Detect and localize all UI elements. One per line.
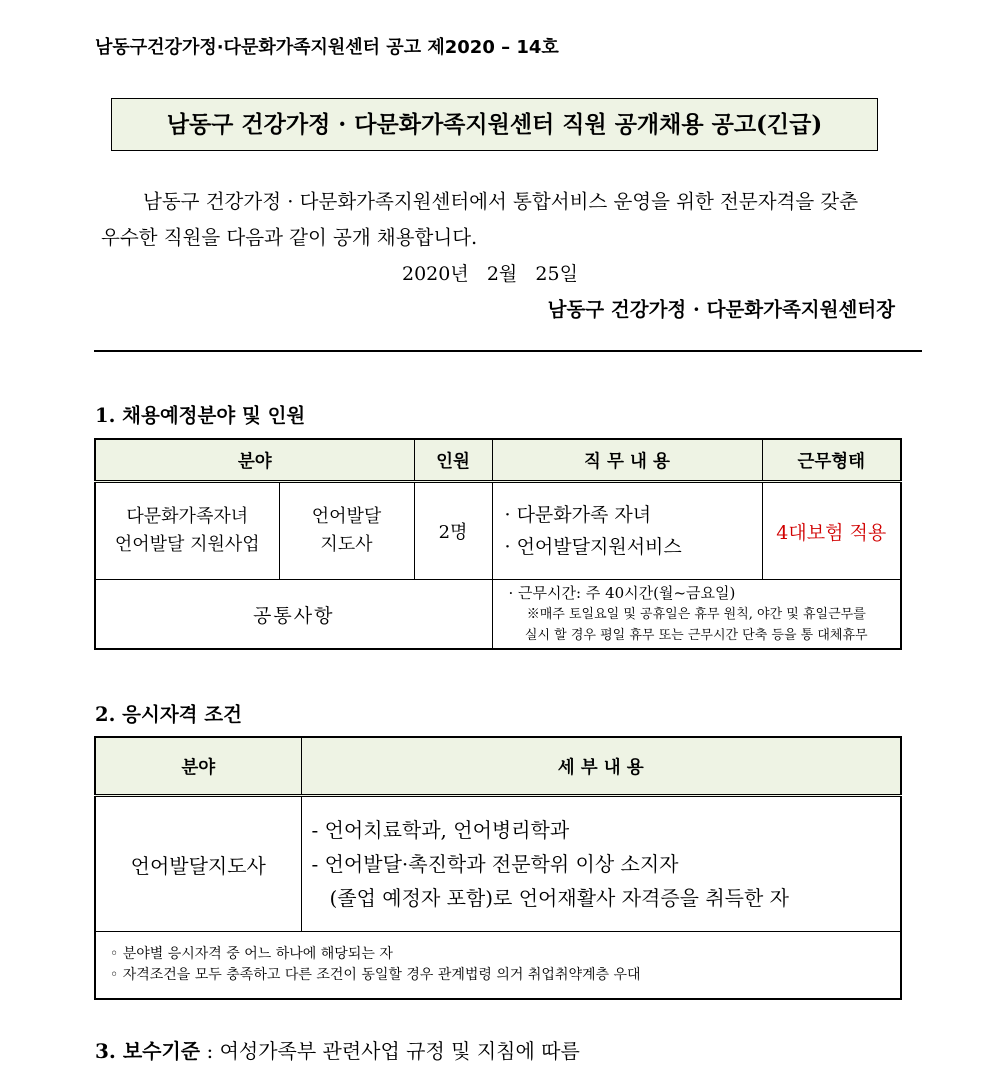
note-item: ◦ 자격조건을 모두 충족하고 다른 조건이 동일할 경우 관계법령 의거 취업취약계층 우대 <box>110 967 641 983</box>
program-line1: 다문화가족자녀 <box>126 506 249 527</box>
header-count: 인원 <box>414 439 492 482</box>
section2-heading: 2. 응시자격 조건 <box>95 703 242 726</box>
work-hours: · 근무시간: 주 40시간(월~금요일) <box>508 583 736 602</box>
duty-item: · 다문화가족 자녀 <box>504 504 652 526</box>
salary-text: 여성가족부 관련사업 규정 및 지침에 따름 <box>219 1039 580 1063</box>
role-line2: 지도사 <box>320 534 373 555</box>
header-field: 분야 <box>95 737 301 796</box>
qualification-details <box>301 796 901 932</box>
program-line2: 언어발달 지원사업 <box>114 534 260 555</box>
duty-item: · 언어발달지원서비스 <box>504 536 682 558</box>
detail-item: - 언어치료학과, 언어병리학과 <box>311 818 570 842</box>
intro-line-1: 남동구 건강가정 · 다문화가족지원센터에서 통합서비스 운영을 위한 전문자격을 갖춘 <box>143 190 859 213</box>
header-duties: 직 무 내 용 <box>492 439 762 482</box>
detail-item: - 언어발달·촉진학과 전문학위 이상 소지자 <box>311 852 679 876</box>
qualification-notes <box>95 932 901 1000</box>
detail-item: (졸업 예정자 포함)로 언어재활사 자격증을 취득한 자 <box>329 886 789 910</box>
section3-salary <box>95 1035 580 1064</box>
common-note-line: ※매주 토일요일 및 공휴일은 휴무 원칙, 야간 및 휴일근무를 <box>526 606 866 622</box>
common-details <box>492 580 901 650</box>
work-type-cell: 4대보험 적용 <box>762 482 901 580</box>
divider <box>94 350 922 352</box>
role-line1: 언어발달 <box>311 506 382 527</box>
issuer-signature: 남동구 건강가정 · 다문화가족지원센터장 <box>547 298 895 321</box>
section1-heading: 1. 채용예정분야 및 인원 <box>95 404 306 427</box>
common-note-line: 실시 할 경우 평일 휴무 또는 근무시간 단축 등을 통 대체휴무 <box>524 627 868 643</box>
recruitment-table <box>94 438 902 650</box>
header-field: 분야 <box>95 439 414 482</box>
notice-number: 남동구건강가정·다문화가족지원센터 공고 제2020 – 14호 <box>95 37 559 58</box>
header-details: 세 부 내 용 <box>301 737 901 796</box>
intro-line-2: 우수한 직원을 다음과 같이 공개 채용합니다. <box>101 226 478 249</box>
announcement-date: 2020년 2월 25일 <box>402 263 578 285</box>
qualification-table <box>94 736 902 1000</box>
common-label: 공통사항 <box>95 580 492 650</box>
note-item: ◦ 분야별 응시자격 중 어느 하나에 해당되는 자 <box>110 946 393 962</box>
program-cell <box>95 482 279 580</box>
salary-label: 3. 보수기준 <box>95 1039 201 1063</box>
qualification-field: 언어발달지도사 <box>95 796 301 932</box>
count-cell: 2명 <box>414 482 492 580</box>
page-title: 남동구 건강가정 · 다문화가족지원센터 직원 공개채용 공고(긴급) <box>111 98 878 151</box>
salary-separator: : <box>200 1039 220 1063</box>
header-work-type: 근무형태 <box>762 439 901 482</box>
role-cell <box>279 482 414 580</box>
duties-cell <box>492 482 762 580</box>
